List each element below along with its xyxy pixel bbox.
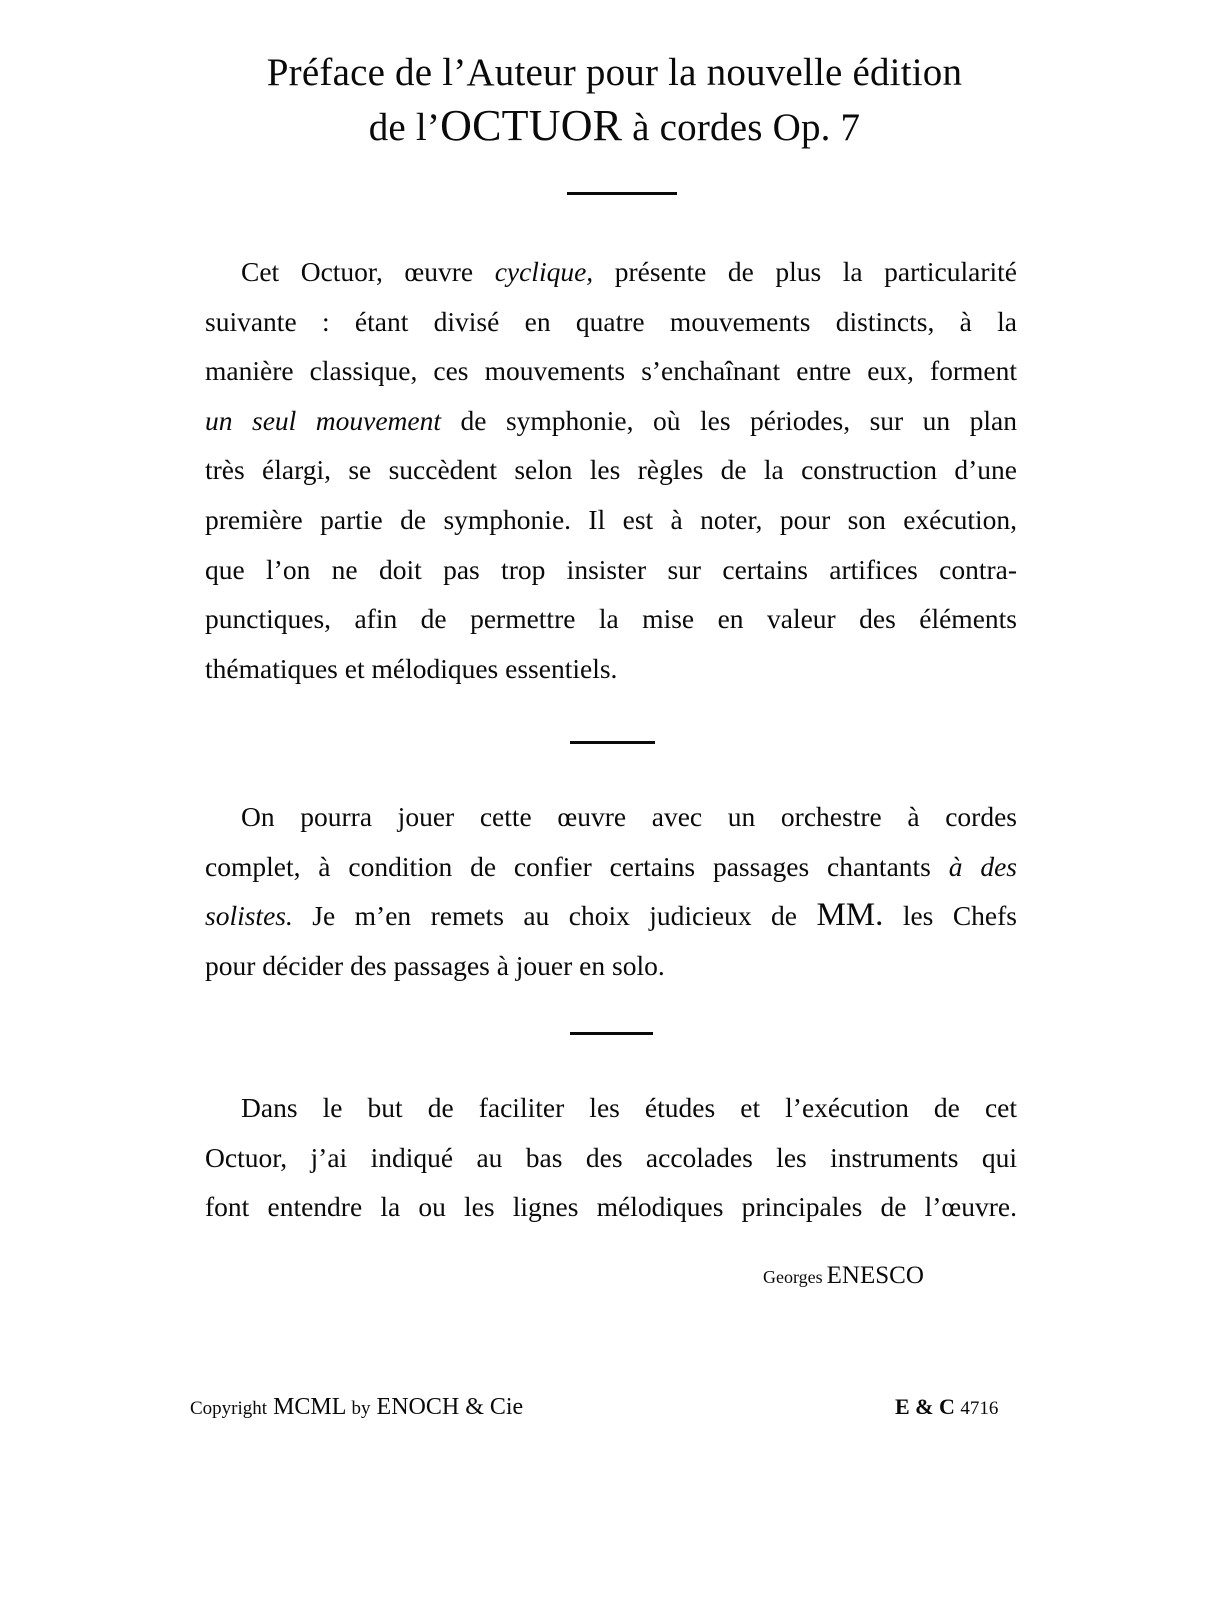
plate-number-value: 4716 bbox=[960, 1398, 999, 1419]
text-line: suivante : étant divisé en quatre mouvements distincts, à la bbox=[205, 305, 1017, 337]
text-line: thématiques et mélodiques essentiels. bbox=[205, 652, 618, 684]
copyright-notice bbox=[190, 1394, 523, 1421]
italic-span: un seul mouvement bbox=[205, 404, 442, 436]
signature-first-name: Georges bbox=[763, 1267, 823, 1287]
paragraph-3 bbox=[205, 1083, 1017, 1232]
text-line: très élargi, se succèdent selon les règles de la construction d’une bbox=[205, 454, 1017, 486]
plate-number bbox=[895, 1394, 998, 1420]
text-line: manière classique, ces mouvements s’enchaînant entre eux, forment bbox=[205, 355, 1017, 387]
italic-span: à des bbox=[948, 850, 1017, 882]
italic-span: cyclique, bbox=[494, 256, 594, 287]
text-line bbox=[205, 396, 1017, 446]
copyright-year: MCML bbox=[273, 1394, 346, 1420]
signature-last-name: ENESCO bbox=[826, 1262, 924, 1289]
text-line: font entendre la ou les lignes mélodiques principales de l’œuvre. bbox=[205, 1191, 1017, 1223]
copyright-word: Copyright bbox=[190, 1398, 268, 1419]
text-span: présente de plus la particularité bbox=[593, 256, 1017, 287]
paragraph-1 bbox=[205, 247, 1017, 693]
text-line: Octuor, j’ai indiqué au bas des accolades les instruments qui bbox=[205, 1141, 1017, 1173]
text-line: pour décider des passages à jouer en solo. bbox=[205, 949, 665, 981]
text-line bbox=[205, 842, 1017, 892]
title-prefix: de l’ bbox=[368, 106, 441, 149]
copyright-by: by bbox=[351, 1398, 371, 1419]
italic-span: solistes. bbox=[205, 900, 293, 932]
work-name: OCTUOR bbox=[440, 101, 623, 150]
text-line: Dans le but de faciliter les études et l’exécution de cet bbox=[241, 1092, 1017, 1123]
page-title-line-1: Préface de l’Auteur pour la nouvelle édition bbox=[266, 51, 963, 94]
text-span: les Chefs bbox=[883, 900, 1017, 932]
text-line bbox=[205, 891, 1017, 941]
text-line bbox=[205, 247, 1017, 297]
paragraph-2 bbox=[205, 792, 1017, 990]
page-title-line-2 bbox=[0, 100, 1229, 154]
signature bbox=[763, 1262, 924, 1290]
text-line: punctiques, afin de permettre la mise en valeur des éléments bbox=[205, 603, 1017, 635]
text-span: Cet Octuor, œuvre bbox=[241, 256, 495, 287]
section-divider-3 bbox=[570, 1032, 653, 1035]
text-line: première partie de symphonie. Il est à noter, pour son exécution, bbox=[205, 503, 1017, 535]
text-line: On pourra jouer cette œuvre avec un orchestre à cordes bbox=[241, 801, 1017, 832]
section-divider-2 bbox=[570, 741, 655, 744]
text-span: complet, à condition de confier certains passages chantants bbox=[205, 850, 949, 882]
publisher-name: ENOCH & Cie bbox=[376, 1394, 524, 1420]
plate-prefix: E & C bbox=[895, 1394, 955, 1419]
title-suffix: à cordes Op. 7 bbox=[622, 106, 861, 149]
text-line: que l’on ne doit pas trop insister sur certains artifices contra- bbox=[205, 553, 1017, 585]
text-span: MM. bbox=[816, 897, 884, 934]
text-span: de symphonie, où les périodes, sur un plan bbox=[441, 404, 1018, 436]
text-span: Je m’en remets au choix judicieux de bbox=[292, 900, 817, 932]
section-divider-1 bbox=[567, 192, 677, 195]
